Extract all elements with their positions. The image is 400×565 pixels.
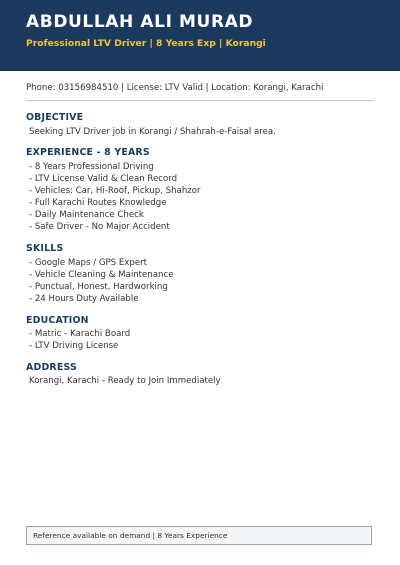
candidate-name: ABDULLAH ALI MURAD [26,12,254,32]
candidate-tagline: Professional LTV Driver | 8 Years Exp | Korangi [26,38,266,49]
header-banner [0,0,400,71]
section-title-objective: OBJECTIVE [26,112,84,123]
list-item: - 24 Hours Duty Available [29,294,139,304]
contact-line: Phone: 03156984510 | License: LTV Valid | Location: Korangi, Karachi [26,83,324,93]
list-item: - Punctual, Honest, Hardworking [29,282,168,292]
section-title-skills: SKILLS [26,243,64,254]
list-item: - Safe Driver - No Major Accident [29,222,170,232]
list-item: - 8 Years Professional Driving [29,162,154,172]
list-item: - Vehicles: Car, Hi-Roof, Pickup, Shahzor [29,186,201,196]
divider [26,100,374,101]
list-item: - Google Maps / GPS Expert [29,258,148,268]
list-item: - LTV License Valid & Clean Record [29,174,178,184]
list-item: - Daily Maintenance Check [29,210,144,220]
list-item: - Matric - Karachi Board [29,329,131,339]
section-title-experience: EXPERIENCE - 8 YEARS [26,147,150,158]
section-title-address: ADDRESS [26,362,77,373]
list-item: - Full Karachi Routes Knowledge [29,198,167,208]
list-item: - LTV Driving License [29,341,119,351]
address-text: Korangi, Karachi - Ready to Join Immediately [29,376,221,386]
section-title-education: EDUCATION [26,315,89,326]
list-item: - Vehicle Cleaning & Maintenance [29,270,174,280]
objective-text: Seeking LTV Driver job in Korangi / Shahrah-e-Faisal area. [29,127,276,137]
footer-text: Reference available on demand | 8 Years Experience [33,531,228,540]
footer-box [26,526,372,545]
